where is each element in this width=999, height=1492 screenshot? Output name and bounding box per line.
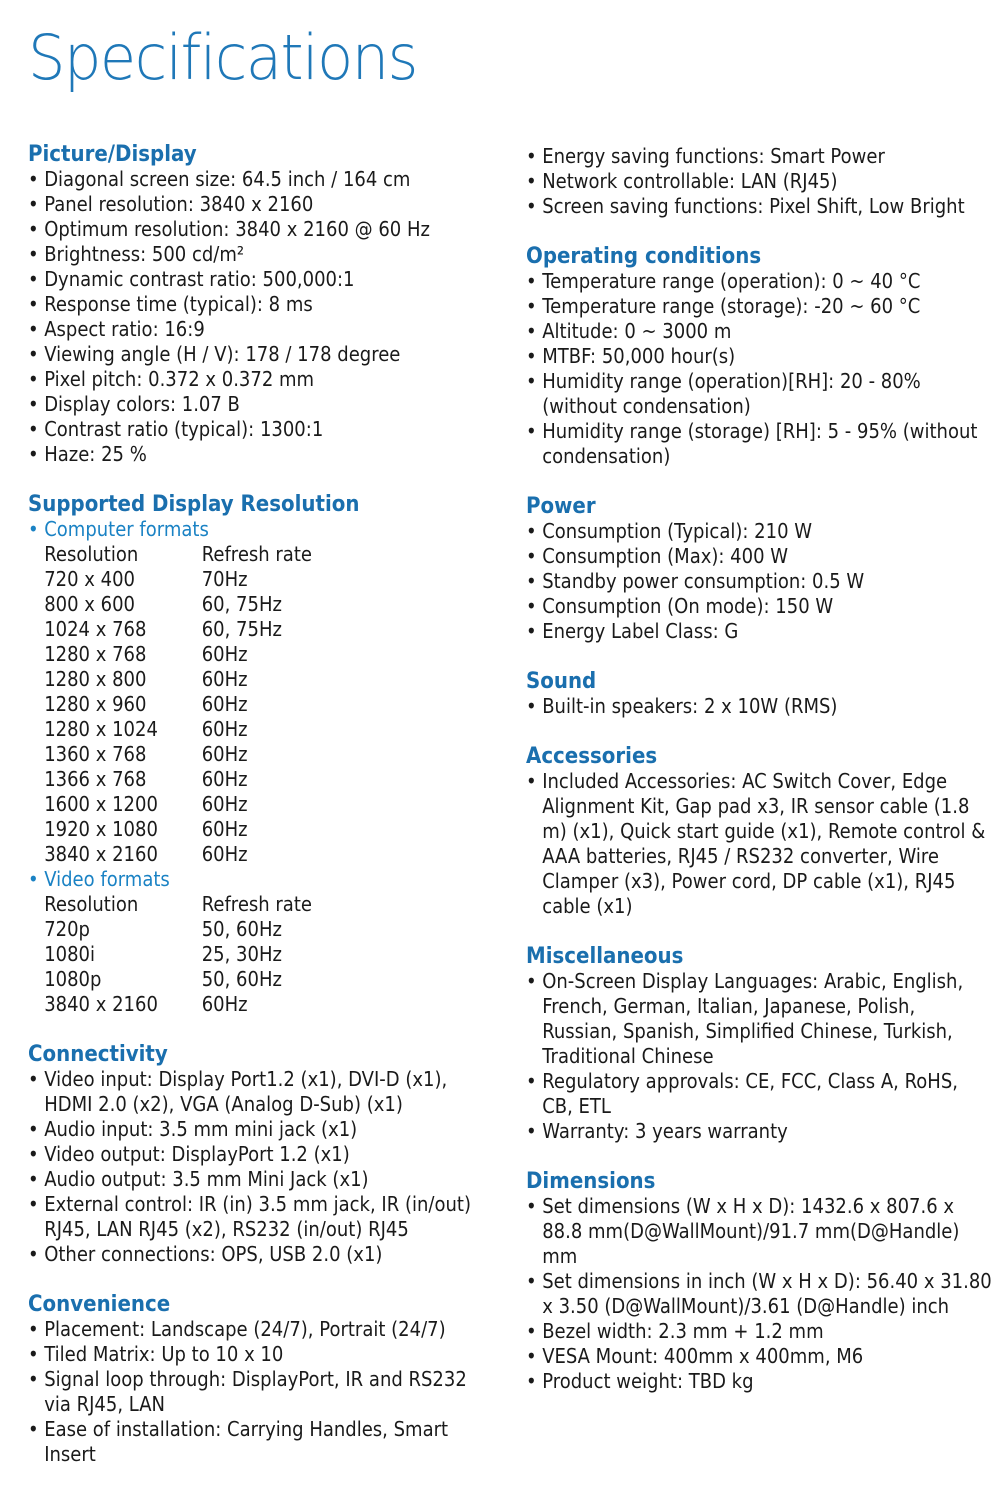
section-heading: Sound [526,669,597,694]
spec-item: • Set dimensions (W x H x D): 1432.6 x 807.6 x 88.8 mm(D@WallMount)/91.7 mm(D@Handle) mm [526,1194,994,1269]
resolution-header: Resolution [44,542,139,566]
spec-item: • Viewing angle (H / V): 178 / 178 degree [28,342,496,367]
resolution-value: 1280 x 1024 [44,717,158,741]
spec-item: • Altitude: 0 ~ 3000 m [526,319,994,344]
refresh-rate-value: 60Hz [201,792,248,816]
spec-item: • Set dimensions in inch (W x H x D): 56.40 x 31.80 x 3.50 (D@WallMount)/3.61 (D@Handle) inch [526,1269,994,1319]
resolution-value: 1600 x 1200 [44,792,158,816]
resolution-header: Resolution [44,892,139,916]
resolution-row [28,742,496,767]
resolution-row [28,592,496,617]
section-convenience-continued [526,144,994,219]
spec-item: • Panel resolution: 3840 x 2160 [28,192,496,217]
resolution-row [28,717,496,742]
spec-item: • Display colors: 1.07 B [28,392,496,417]
section-operating-conditions [526,244,994,469]
refresh-rate-value: 50, 60Hz [201,967,282,991]
section-heading: Accessories [526,744,658,769]
resolution-value: 720 x 400 [44,567,136,591]
resolution-row [28,942,496,967]
spec-item: • Haze: 25 % [28,442,496,467]
resolution-value: 1280 x 960 [44,692,147,716]
resolution-row [28,642,496,667]
video-formats-label: • Video formats [28,867,496,892]
spec-item: • Consumption (On mode): 150 W [526,594,994,619]
spec-item: • Optimum resolution: 3840 x 2160 @ 60 Hz [28,217,496,242]
section-accessories [526,744,994,919]
video-formats-block [28,867,496,1017]
spec-item: • Tiled Matrix: Up to 10 x 10 [28,1342,496,1367]
refresh-rate-value: 60Hz [201,842,248,866]
section-heading: Operating conditions [526,244,762,269]
section-supported-resolution [28,492,496,1017]
spec-list [28,167,496,467]
computer-formats-label: • Computer formats [28,517,496,542]
resolution-value: 720p [44,917,90,941]
spec-item: • Video output: DisplayPort 1.2 (x1) [28,1142,496,1167]
resolution-value: 1280 x 800 [44,667,147,691]
spec-list [526,769,994,919]
spec-item: • Pixel pitch: 0.372 x 0.372 mm [28,367,496,392]
refresh-rate-header: Refresh rate [201,542,312,566]
resolution-row [28,767,496,792]
spec-list [526,694,994,719]
refresh-rate-value: 60, 75Hz [201,592,282,616]
left-column [28,142,498,1492]
resolution-value: 1366 x 768 [44,767,147,791]
refresh-rate-value: 70Hz [201,567,248,591]
computer-formats-block [28,517,496,867]
spec-item: • Consumption (Max): 400 W [526,544,994,569]
spec-item: • Diagonal screen size: 64.5 inch / 164 cm [28,167,496,192]
resolution-row [28,792,496,817]
spec-item: • Network controllable: LAN (RJ45) [526,169,994,194]
spec-item: • VESA Mount: 400mm x 400mm, M6 [526,1344,994,1369]
section-heading: Connectivity [28,1042,168,1067]
spec-item: • Other connections: OPS, USB 2.0 (x1) [28,1242,496,1267]
section-heading: Miscellaneous [526,944,684,969]
spec-item: • Audio output: 3.5 mm Mini Jack (x1) [28,1167,496,1192]
section-heading: Supported Display Resolution [28,492,360,517]
spec-item: • Brightness: 500 cd/m² [28,242,496,267]
spec-item: • Energy saving functions: Smart Power [526,144,994,169]
spec-item: • Ease of installation: Carrying Handles, Smart Insert [28,1417,496,1467]
section-convenience [28,1292,496,1467]
spec-list [526,519,994,644]
spec-list [28,1317,496,1467]
section-heading: Dimensions [526,1169,656,1194]
spec-item: • Humidity range (operation)[RH]: 20 - 80% (without condensation) [526,369,994,419]
spec-item: • Bezel width: 2.3 mm + 1.2 mm [526,1319,994,1344]
spec-item: • Consumption (Typical): 210 W [526,519,994,544]
spec-item: • On-Screen Display Languages: Arabic, English, French, German, Italian, Japanese, Polish, Russian, Spanish, Simplified Chinese, Turkish, Traditional Chinese [526,969,994,1069]
section-heading: Power [526,494,596,519]
refresh-rate-header: Refresh rate [201,892,312,916]
spec-item: • Temperature range (storage): -20 ~ 60 °C [526,294,994,319]
spec-item: • Response time (typical): 8 ms [28,292,496,317]
spec-list [526,269,994,469]
resolution-value: 3840 x 2160 [44,842,158,866]
section-dimensions [526,1169,994,1394]
resolution-row [28,817,496,842]
spec-item: • Regulatory approvals: CE, FCC, Class A, RoHS, CB, ETL [526,1069,994,1119]
refresh-rate-value: 25, 30Hz [201,942,282,966]
resolution-row [28,967,496,992]
resolution-row [28,917,496,942]
resolution-value: 1360 x 768 [44,742,147,766]
right-column [526,142,996,1419]
spec-item: • Standby power consumption: 0.5 W [526,569,994,594]
section-heading: Picture/Display [28,142,197,167]
resolution-value: 1920 x 1080 [44,817,158,841]
spec-item: • Warranty: 3 years warranty [526,1119,994,1144]
section-picture-display [28,142,496,467]
spec-item: • Temperature range (operation): 0 ~ 40 °C [526,269,994,294]
spec-item: • Audio input: 3.5 mm mini jack (x1) [28,1117,496,1142]
spec-item: • Video input: Display Port1.2 (x1), DVI-D (x1), HDMI 2.0 (x2), VGA (Analog D-Sub) (x1) [28,1067,496,1117]
resolution-value: 1080i [44,942,96,966]
resolution-value: 3840 x 2160 [44,992,158,1016]
refresh-rate-value: 60Hz [201,992,248,1016]
spec-item: • Humidity range (storage) [RH]: 5 - 95% (without condensation) [526,419,994,469]
spec-item: • MTBF: 50,000 hour(s) [526,344,994,369]
spec-item: • External control: IR (in) 3.5 mm jack, IR (in/out) RJ45, LAN RJ45 (x2), RS232 (in/out) RJ45 [28,1192,496,1242]
section-miscellaneous [526,944,994,1144]
refresh-rate-value: 60Hz [201,742,248,766]
section-power [526,494,994,644]
resolution-value: 1024 x 768 [44,617,147,641]
section-sound [526,669,994,719]
refresh-rate-value: 50, 60Hz [201,917,282,941]
refresh-rate-value: 60Hz [201,767,248,791]
refresh-rate-value: 60Hz [201,692,248,716]
resolution-row [28,842,496,867]
spec-item: • Placement: Landscape (24/7), Portrait (24/7) [28,1317,496,1342]
section-connectivity [28,1042,496,1267]
resolution-value: 1280 x 768 [44,642,147,666]
spec-item: • Dynamic contrast ratio: 500,000:1 [28,267,496,292]
spec-item: • Screen saving functions: Pixel Shift, Low Bright [526,194,994,219]
resolution-row [28,617,496,642]
spec-list [526,969,994,1144]
video-format-rows [28,917,496,1017]
spec-item: • Contrast ratio (typical): 1300:1 [28,417,496,442]
page-title: Specifications [28,21,417,94]
spec-item: • Included Accessories: AC Switch Cover, Edge Alignment Kit, Gap pad x3, IR sensor cable (1.8 m) (x1), Quick start guide (x1), Remote control & AAA batteries, RJ45 / RS232 converter, Wire Clamper (x3), Power cord, DP cable (x1), RJ45 cable (x1) [526,769,994,919]
refresh-rate-value: 60Hz [201,667,248,691]
refresh-rate-value: 60, 75Hz [201,617,282,641]
resolution-table-header [28,542,496,567]
spec-item: • Product weight: TBD kg [526,1369,994,1394]
resolution-row [28,667,496,692]
spec-item: • Energy Label Class: G [526,619,994,644]
spec-list [526,1194,994,1394]
spec-list [28,1067,496,1267]
refresh-rate-value: 60Hz [201,817,248,841]
spec-item: • Aspect ratio: 16:9 [28,317,496,342]
resolution-value: 1080p [44,967,102,991]
spec-list [526,144,994,219]
resolution-value: 800 x 600 [44,592,136,616]
spec-item: • Built-in speakers: 2 x 10W (RMS) [526,694,994,719]
resolution-row [28,692,496,717]
computer-format-rows [28,567,496,867]
resolution-row [28,992,496,1017]
resolution-table-header [28,892,496,917]
refresh-rate-value: 60Hz [201,717,248,741]
resolution-row [28,567,496,592]
refresh-rate-value: 60Hz [201,642,248,666]
section-heading: Convenience [28,1292,171,1317]
spec-item: • Signal loop through: DisplayPort, IR and RS232 via RJ45, LAN [28,1367,496,1417]
